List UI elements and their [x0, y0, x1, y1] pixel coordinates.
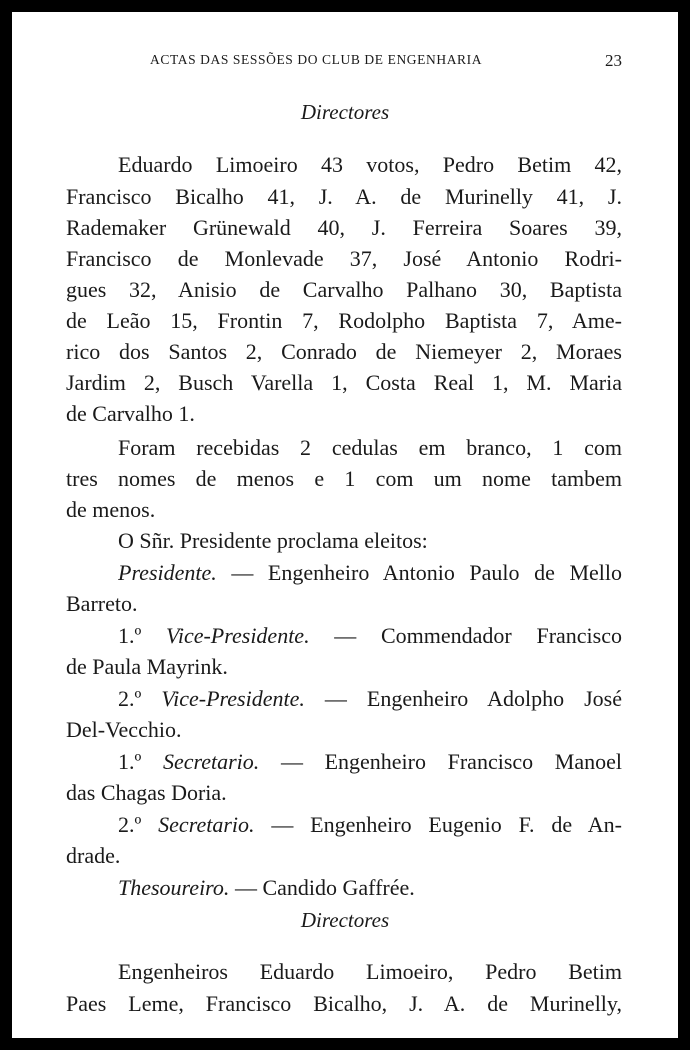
- text-line: Jardim 2, Busch Varella 1, Costa Real 1, M. Maria: [66, 370, 622, 395]
- office-line-vice-presidente-2: [118, 684, 622, 714]
- text-line: Francisco Bicalho 41, J. A. de Murinelly 41, J.: [66, 184, 622, 209]
- book-page: [12, 12, 678, 1038]
- text-line: O Sñr. Presidente proclama eleitos:: [118, 528, 428, 553]
- running-head: [66, 52, 622, 72]
- text-line: drade.: [66, 843, 121, 868]
- text-line: de Leão 15, Frontin 7, Rodolpho Baptista 7, Ame-: [66, 308, 622, 333]
- running-title: ACTAS DAS SESSÕES DO CLUB DE ENGENHARIA: [150, 52, 483, 67]
- text-line: Francisco de Monlevade 37, José Antonio Rodri-: [66, 246, 622, 271]
- text-line: das Chagas Doria.: [66, 780, 227, 805]
- office-title: Presidente.: [118, 560, 217, 585]
- text-line: de Paula Mayrink.: [66, 654, 228, 679]
- office-line-secretario-2: [118, 810, 622, 840]
- office-ordinal: 2.º: [118, 686, 162, 711]
- office-ordinal: 1.º: [118, 623, 167, 648]
- office-holder: — Engenheiro Francisco Manoel: [259, 749, 622, 774]
- section-heading-directores: Directores: [300, 908, 390, 932]
- text-line: Paes Leme, Francisco Bicalho, J. A. de Murinelly,: [66, 991, 622, 1016]
- text-line: gues 32, Anisio de Carvalho Palhano 30, Baptista: [66, 277, 622, 302]
- text-line: Rademaker Grünewald 40, J. Ferreira Soares 39,: [66, 215, 622, 240]
- text-line: Del-Vecchio.: [66, 717, 182, 742]
- office-ordinal: 2.º: [118, 812, 159, 837]
- office-line-vice-presidente-1: [118, 621, 622, 651]
- office-title: Vice-Presidente.: [166, 623, 310, 648]
- office-line-secretario-1: [118, 747, 622, 777]
- office-line-thesoureiro: [118, 873, 622, 903]
- office-holder: — Candido Gaffrée.: [229, 875, 415, 900]
- office-title: Secretario.: [158, 812, 255, 837]
- office-holder: — Engenheiro Eugenio F. de An-: [254, 812, 622, 837]
- office-holder: — Engenheiro Antonio Paulo de Mello: [216, 560, 622, 585]
- office-ordinal: 1.º: [118, 749, 163, 774]
- text-line: de menos.: [66, 497, 156, 522]
- text-line: tres nomes de menos e 1 com um nome tambem: [66, 466, 622, 491]
- office-title: Vice-Presidente.: [161, 686, 305, 711]
- text-line: Engenheiros Eduardo Limoeiro, Pedro Betim: [118, 959, 622, 984]
- text-line: rico dos Santos 2, Conrado de Niemeyer 2, Moraes: [66, 339, 622, 364]
- office-holder: — Commendador Francisco: [309, 623, 622, 648]
- text-line: Foram recebidas 2 cedulas em branco, 1 com: [118, 435, 622, 460]
- office-holder: — Engenheiro Adolpho José: [304, 686, 622, 711]
- text-line: de Carvalho 1.: [66, 401, 195, 426]
- text-line: Barreto.: [66, 591, 138, 616]
- office-line-presidente: [118, 558, 622, 588]
- office-title: Thesoureiro.: [118, 875, 230, 900]
- text-line: Eduardo Limoeiro 43 votos, Pedro Betim 42,: [118, 152, 622, 177]
- section-heading-directores: Directores: [300, 100, 390, 124]
- page-number: 23: [605, 51, 622, 70]
- office-title: Secretario.: [162, 749, 260, 774]
